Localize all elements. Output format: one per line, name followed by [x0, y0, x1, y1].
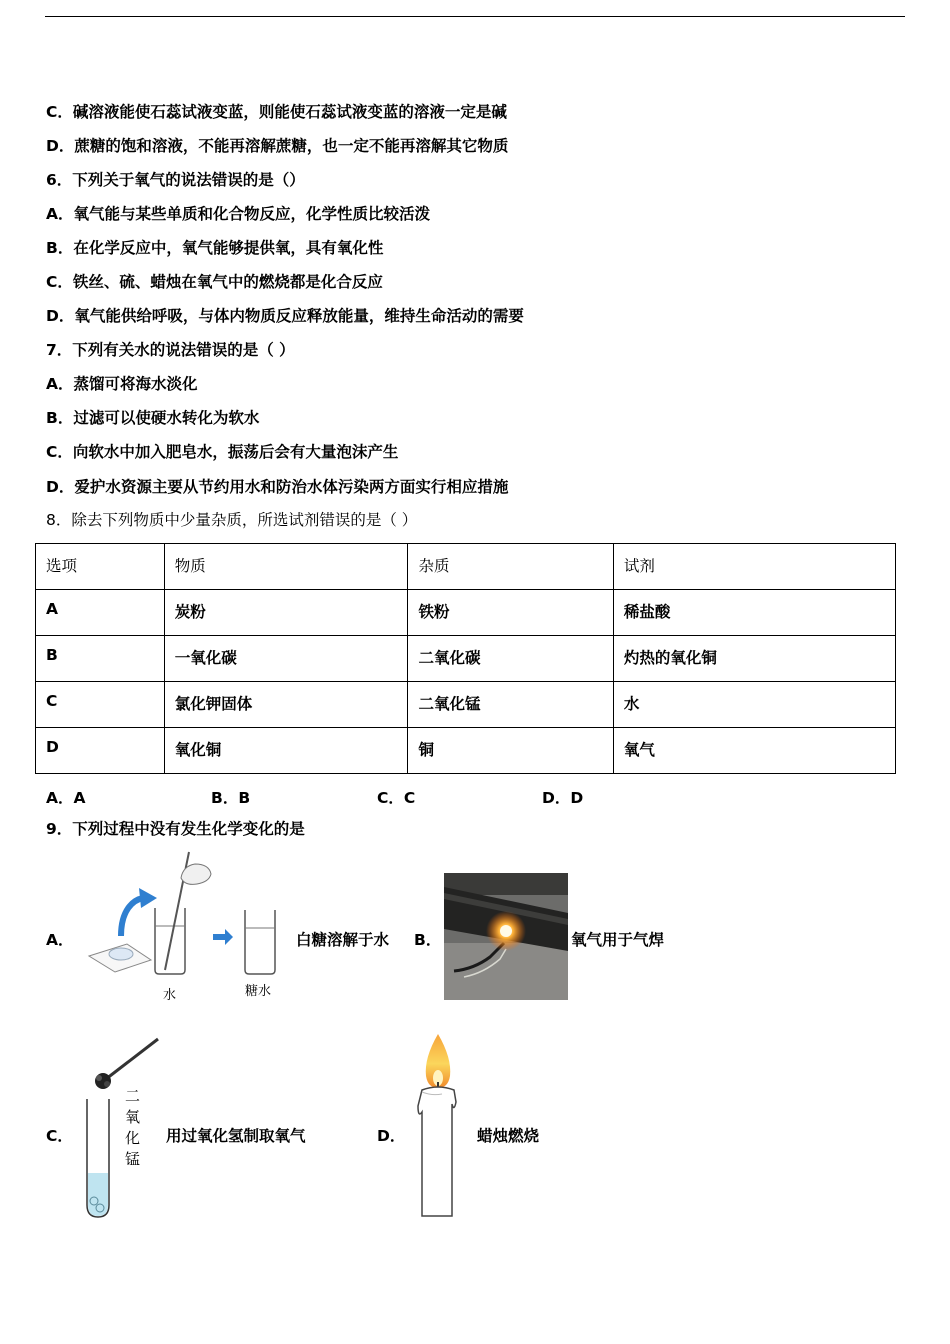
- q6-option-c: C．铁丝、硫、蜡烛在氧气中的燃烧都是化合反应: [46, 273, 383, 291]
- q9-c-text: 用过氧化氢制取氧气: [166, 1127, 306, 1145]
- sugar-water-caption: 糖水: [245, 984, 272, 999]
- table-cell: 二氧化碳: [408, 636, 613, 682]
- table-cell: 灼热的氧化铜: [613, 636, 895, 682]
- q9-d-label: D．: [377, 1127, 406, 1145]
- table-header-cell: 选项: [36, 544, 165, 590]
- table-row: [36, 590, 896, 636]
- q8-table: [35, 543, 896, 774]
- table-cell: 氧化铜: [164, 728, 408, 774]
- q5-option-c: C．碱溶液能使石蕊试液变蓝，则能使石蕊试液变蓝的溶液一定是碱: [46, 103, 507, 121]
- table-cell: 铁粉: [408, 590, 613, 636]
- q5-option-d: D．蔗糖的饱和溶液，不能再溶解蔗糖，也一定不能再溶解其它物质: [46, 137, 509, 155]
- table-header-cell: 物质: [164, 544, 408, 590]
- candle-illustration: [410, 1032, 470, 1220]
- sugar-dissolving-illustration: [85, 848, 290, 1000]
- question-9: 9．下列过程中没有发生化学变化的是: [46, 820, 305, 838]
- question-6: 6．下列关于氧气的说法错误的是（）: [46, 171, 305, 189]
- q9-b-label: B．: [414, 931, 442, 949]
- table-cell: 铜: [408, 728, 613, 774]
- table-header-row: [36, 544, 896, 590]
- table-row: [36, 682, 896, 728]
- table-cell: 氯化钾固体: [164, 682, 408, 728]
- manganese-dioxide-label: 二氧化锰: [125, 1087, 141, 1168]
- question-8: 8．除去下列物质中少量杂质，所选试剂错误的是（ ）: [46, 511, 418, 529]
- question-7: 7．下列有关水的说法错误的是（ ）: [46, 341, 295, 359]
- q6-option-d: D．氧气能供给呼吸，与体内物质反应释放能量，维持生命活动的需要: [46, 307, 524, 325]
- table-cell: C: [36, 682, 165, 728]
- q7-option-c: C．向软水中加入肥皂水，振荡后会有大量泡沫产生: [46, 443, 399, 461]
- q9-a-text: 白糖溶解于水: [296, 931, 390, 949]
- table-cell: A: [36, 590, 165, 636]
- test-tube-illustration: [80, 1033, 166, 1221]
- table-cell: 氧气: [613, 728, 895, 774]
- table-cell: D: [36, 728, 165, 774]
- q6-option-b: B．在化学反应中，氧气能够提供氧，具有氧化性: [46, 239, 384, 257]
- q9-a-label: A．: [46, 931, 74, 949]
- table-cell: 一氧化碳: [164, 636, 408, 682]
- q9-d-text: 蜡烛燃烧: [477, 1127, 540, 1145]
- q9-b-text: 氧气用于气焊: [571, 931, 665, 949]
- q6-option-a: A．氧气能与某些单质和化合物反应，化学性质比较活泼: [46, 205, 430, 223]
- table-header-cell: 杂质: [408, 544, 613, 590]
- header-rule: [45, 16, 905, 17]
- table-cell: 稀盐酸: [613, 590, 895, 636]
- table-cell: B: [36, 636, 165, 682]
- table-cell: 炭粉: [164, 590, 408, 636]
- q8-option-c: C．C: [377, 789, 416, 807]
- q8-option-b: B．B: [211, 789, 251, 807]
- q8-option-d: D．D: [542, 789, 584, 807]
- q9-c-label: C．: [46, 1127, 73, 1145]
- table-row: [36, 636, 896, 682]
- table-cell: 二氧化锰: [408, 682, 613, 728]
- water-caption: 水: [163, 988, 177, 1003]
- q7-option-d: D．爱护水资源主要从节约用水和防治水体污染两方面实行相应措施: [46, 478, 509, 496]
- table-cell: 水: [613, 682, 895, 728]
- gas-welding-photo: [444, 873, 568, 1000]
- q7-option-a: A．蒸馏可将海水淡化: [46, 375, 198, 393]
- q7-option-b: B．过滤可以使硬水转化为软水: [46, 409, 260, 427]
- q8-option-a: A．A: [46, 789, 86, 807]
- table-row: [36, 728, 896, 774]
- table-header-cell: 试剂: [613, 544, 895, 590]
